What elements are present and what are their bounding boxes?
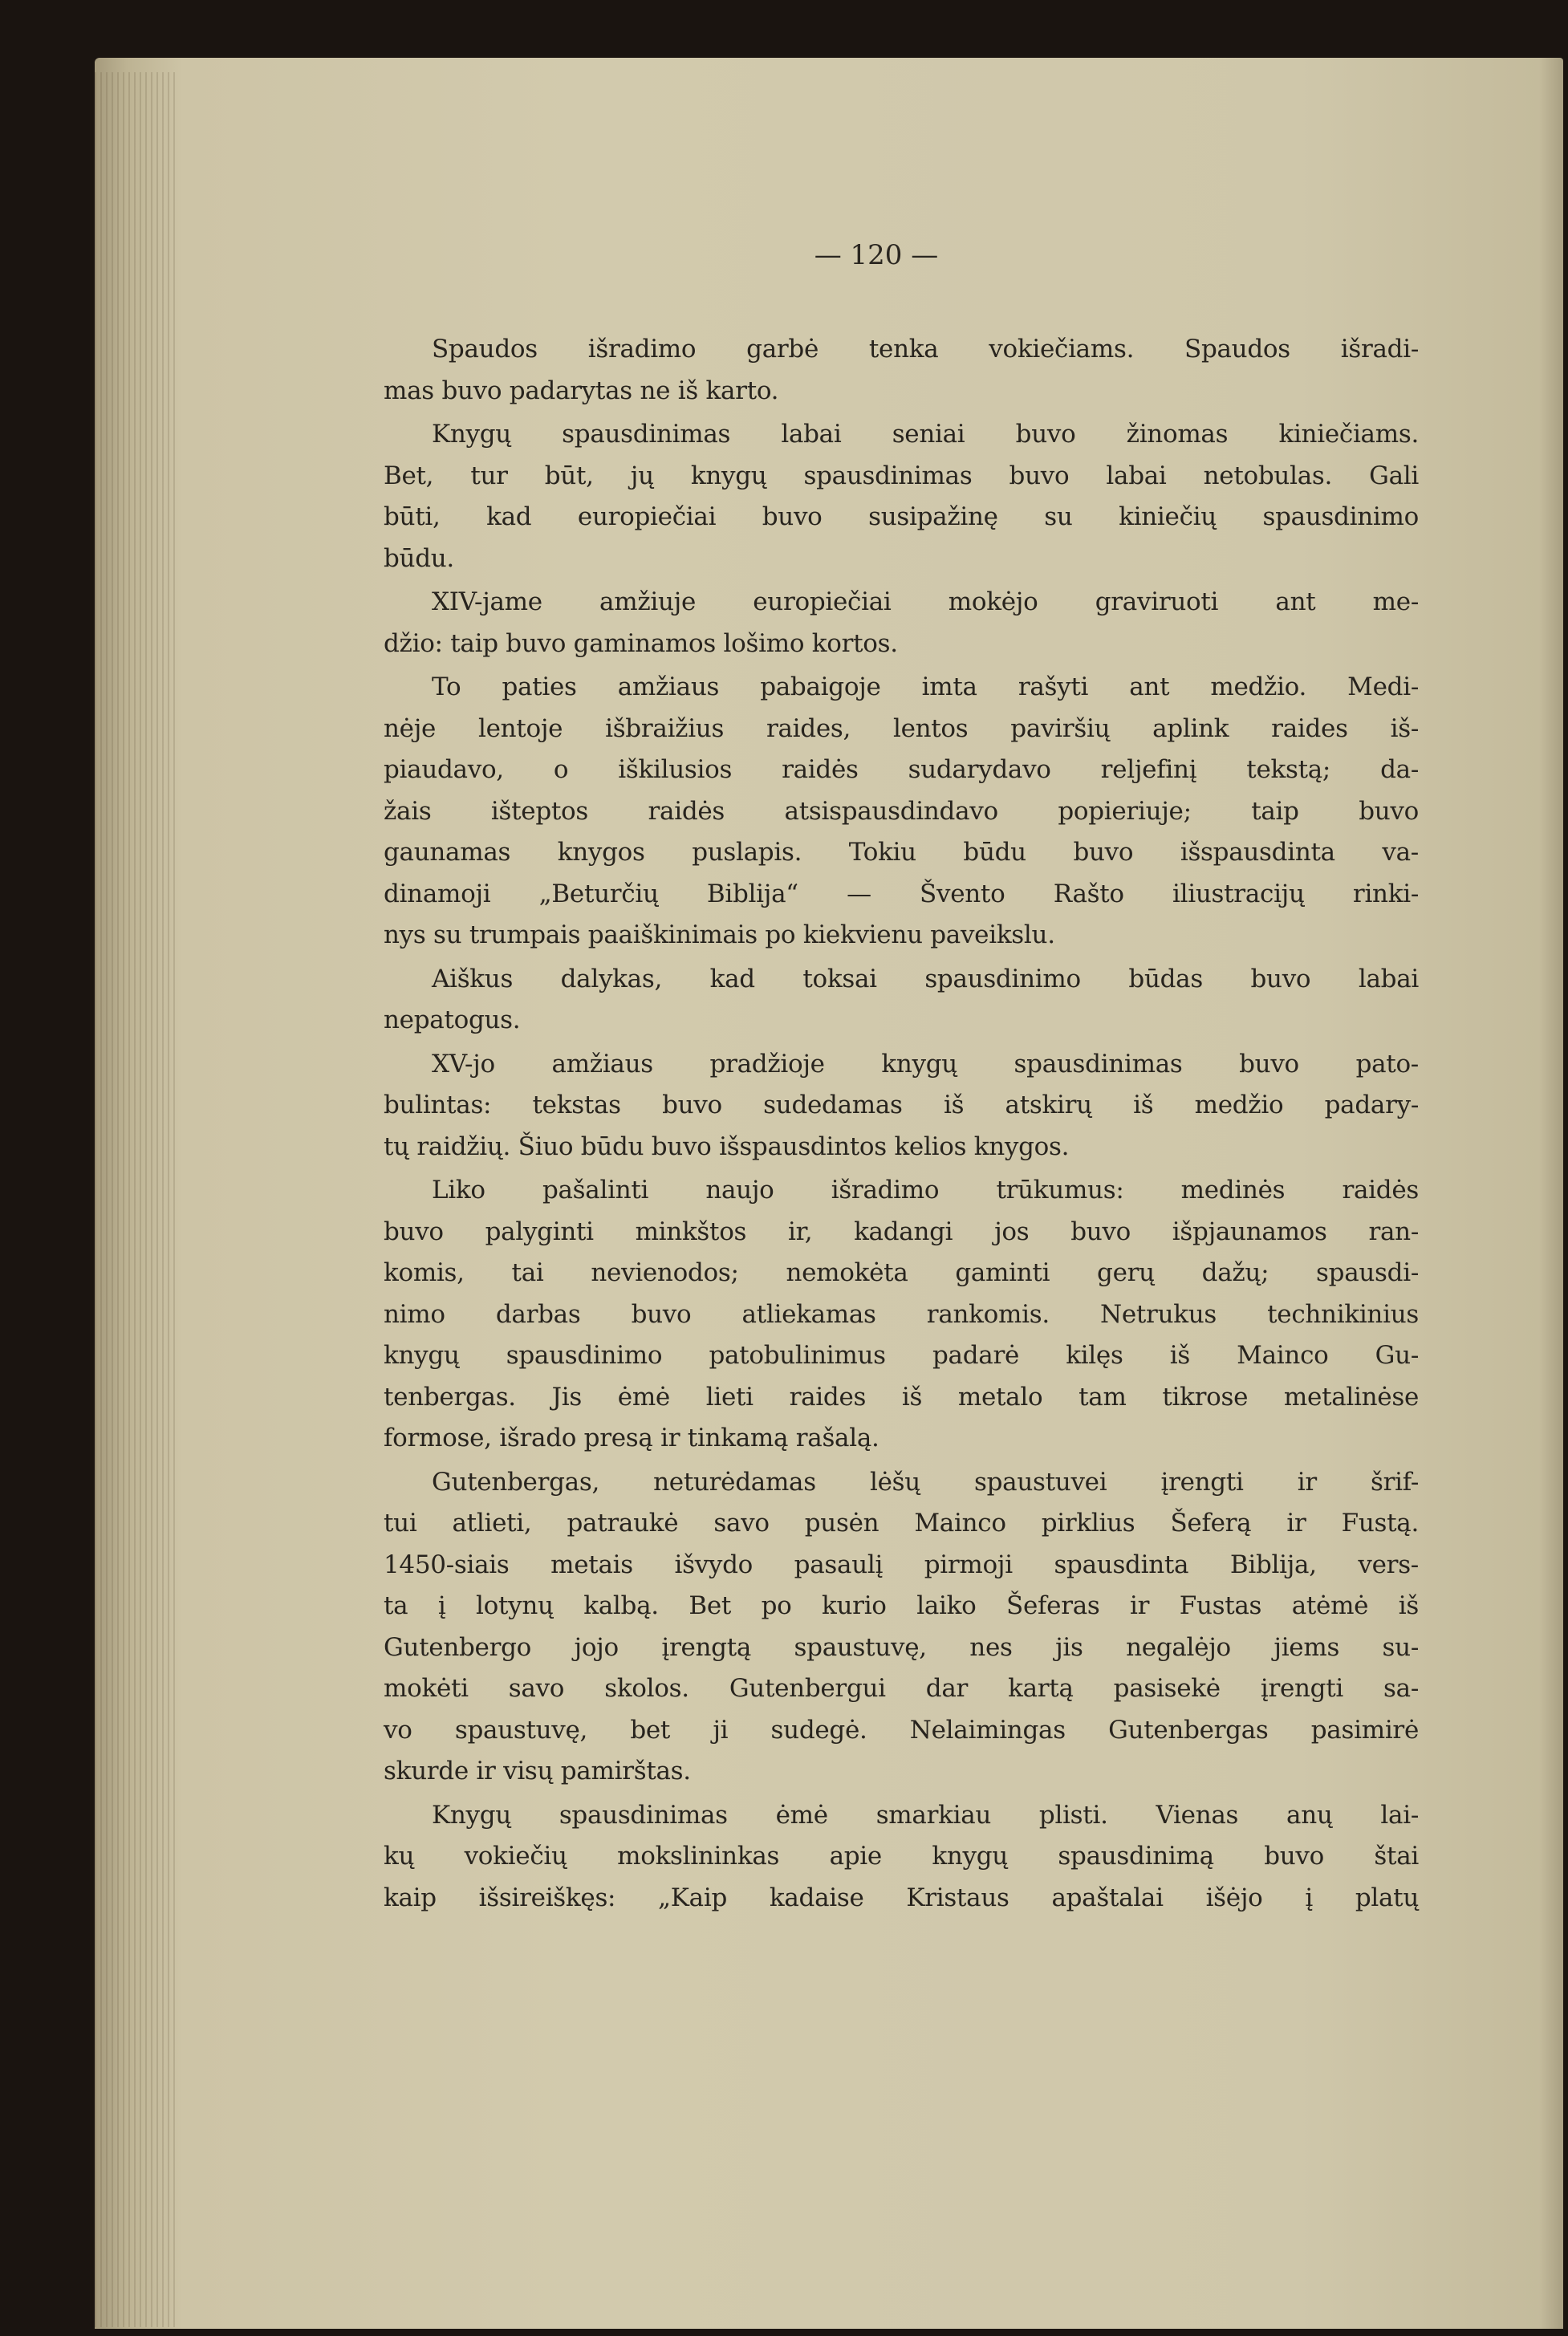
paragraph [384, 414, 1419, 579]
text-line: To paties amžiaus pabaigoje imta rašyti ant medžio. Medi- [432, 672, 1419, 701]
text-line: knygų spausdinimo patobulinimus padarė kilęs iš Mainco Gu- [384, 1341, 1419, 1370]
text-line: formose, išrado presą ir tinkamą rašalą. [384, 1424, 879, 1452]
text-line: nimo darbas buvo atliekamas rankomis. Netrukus technikinius [384, 1299, 1419, 1329]
text-line: kų vokiečių mokslininkas apie knygų spausdinimą buvo štai [384, 1842, 1419, 1871]
text-line: Spaudos išradimo garbė tenka vokiečiams. Spaudos išradi- [432, 335, 1419, 364]
text-line: Aiškus dalykas, kad toksai spausdinimo būdas buvo labai [432, 964, 1419, 993]
text-line: mas buvo padarytas ne iš karto. [384, 376, 779, 405]
text-line: piaudavo, o iškilusios raidės sudarydavo reljefinį tekstą; da- [384, 755, 1419, 784]
text-line: žais išteptos raidės atsispausdindavo popieriuje; taip buvo [384, 796, 1419, 826]
text-line: vo spaustuvę, bet ji sudegė. Nelaimingas Gutenbergas pasimirė [384, 1715, 1419, 1745]
page-number: — 120 — [814, 239, 939, 271]
text-line: XIV-jame amžiuje europiečiai mokėjo graviruoti ant me- [432, 587, 1419, 616]
text-line: būdu. [384, 543, 454, 573]
text-line: 1450-siais metais išvydo pasaulį pirmoji spausdinta Biblija, vers- [384, 1550, 1419, 1579]
text-line: Gutenbergo jojo įrengtą spaustuvę, nes jis negalėjo jiems su- [384, 1632, 1419, 1662]
text-line: buvo palyginti minkštos ir, kadangi jos buvo išpjaunamos ran- [384, 1217, 1419, 1246]
text-line: nepatogus. [384, 1005, 521, 1034]
text-line: dinamoji „Beturčių Biblija“ — Švento Rašto iliustracijų rinki- [384, 879, 1419, 908]
text-line: komis, tai nevienodos; nemokėta gaminti gerų dažų; spausdi- [384, 1258, 1419, 1287]
paragraph [384, 1170, 1419, 1460]
body-text [384, 329, 1419, 1921]
text-line: nėje lentoje išbraižius raides, lentos paviršių aplink raides iš- [384, 713, 1419, 743]
paragraph [384, 329, 1419, 412]
text-line: Liko pašalinti naujo išradimo trūkumus: medinės raidės [432, 1176, 1419, 1205]
text-line: kaip išsireiškęs: „Kaip kadaise Kristaus apaštalai išėjo į platų [384, 1883, 1419, 1912]
text-line: skurde ir visų pamirštas. [384, 1757, 691, 1786]
paragraph [384, 1044, 1419, 1168]
text-line: Knygų spausdinimas ėmė smarkiau plisti. Vienas anų lai- [432, 1800, 1419, 1830]
text-line: bulintas: tekstas buvo sudedamas iš atskirų iš medžio padary- [384, 1091, 1419, 1119]
paragraph [384, 959, 1419, 1042]
text-line: džio: taip buvo gaminamos lošimo kortos. [384, 628, 898, 658]
paragraph [384, 1795, 1419, 1920]
text-line: ta į lotynų kalbą. Bet po kurio laiko Šeferas ir Fustas atėmė iš [384, 1591, 1419, 1620]
paragraph [384, 1462, 1419, 1793]
paragraph [384, 582, 1419, 664]
paragraph [384, 667, 1419, 957]
text-line: gaunamas knygos puslapis. Tokiu būdu buvo išspausdinta va- [384, 838, 1419, 867]
page-stack-edge [95, 72, 175, 2327]
text-line: Knygų spausdinimas labai seniai buvo žinomas kiniečiams. [432, 420, 1419, 449]
text-line: Bet, tur būt, jų knygų spausdinimas buvo labai netobulas. Gali [384, 461, 1419, 490]
text-line: XV-jo amžiaus pradžioje knygų spausdinimas buvo pato- [432, 1049, 1419, 1079]
text-line: tų raidžių. Šiuo būdu buvo išspausdintos kelios knygos. [384, 1131, 1070, 1161]
text-line: mokėti savo skolos. Gutenbergui dar kartą pasisekė įrengti sa- [384, 1674, 1419, 1703]
text-line: nys su trumpais paaiškinimais po kiekvienu paveikslu. [384, 920, 1055, 949]
text-line: tui atlieti, patraukė savo pusėn Mainco pirklius Šeferą ir Fustą. [384, 1509, 1419, 1538]
text-line: Gutenbergas, neturėdamas lėšų spaustuvei įrengti ir šrif- [432, 1467, 1419, 1497]
text-line: tenbergas. Jis ėmė lieti raides iš metalo tam tikrose metalinėse [384, 1382, 1419, 1412]
text-line: būti, kad europiečiai buvo susipažinę su kiniečių spausdinimo [384, 502, 1419, 531]
